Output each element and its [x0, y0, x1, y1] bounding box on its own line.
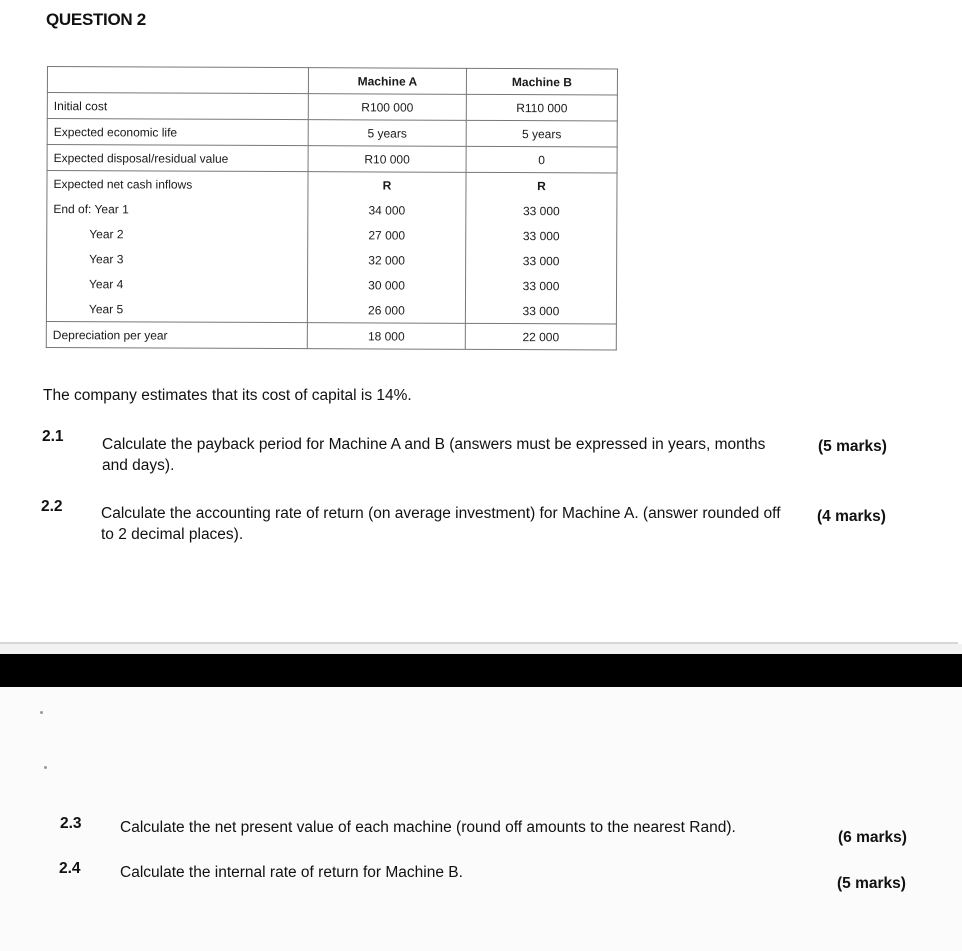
question-number: 2.3 [60, 815, 82, 832]
question-marks: (5 marks) [837, 875, 906, 892]
table-row [46, 296, 616, 324]
machine-b-value: 33 000 [465, 273, 616, 299]
machine-comparison-table [46, 66, 618, 350]
question-number: 2.2 [41, 498, 63, 515]
question-text: Calculate the accounting rate of return (on average investment) for Machine A. (answer rounded off to 2 decimal places). [101, 505, 781, 543]
machine-a-value: 5 years [308, 120, 466, 147]
question-marks: (5 marks) [818, 438, 887, 455]
question-number: 2.4 [59, 860, 81, 877]
page-gap [0, 644, 962, 654]
table-row [47, 119, 617, 147]
row-label: Year 5 [46, 296, 307, 323]
table-header-row [47, 67, 617, 95]
table-row [47, 246, 617, 273]
scan-speck [40, 711, 43, 714]
machine-a-value: 26 000 [307, 297, 465, 323]
machine-b-value: 33 000 [466, 248, 617, 274]
row-label: Initial cost [47, 93, 308, 120]
question-title: QUESTION 2 [46, 10, 146, 29]
machine-a-value: R10 000 [308, 146, 466, 173]
scan-black-band [0, 654, 962, 687]
table-header-cell: Machine A [308, 68, 466, 95]
table-header-cell [47, 67, 308, 94]
row-label: Year 2 [47, 221, 308, 247]
machine-a-value: 27 000 [308, 222, 466, 248]
machine-a-value: 30 000 [307, 272, 465, 298]
row-label: Year 3 [47, 246, 308, 272]
question-text: Calculate the payback period for Machine A and B (answers must be expressed in years, months and days). [102, 436, 766, 474]
machine-b-value: 22 000 [465, 323, 616, 350]
table-row [47, 196, 617, 223]
question-marks: (4 marks) [817, 508, 886, 525]
machine-b-value: 5 years [466, 120, 617, 147]
machine-a-value: 32 000 [308, 247, 466, 273]
machine-b-value: 0 [466, 146, 617, 173]
machine-a-value: R100 000 [308, 94, 466, 121]
row-label: Year 4 [46, 271, 307, 297]
scan-speck [44, 766, 47, 769]
machine-a-value: 18 000 [307, 323, 465, 350]
table-header-cell: Machine B [466, 68, 617, 95]
table-row [46, 321, 616, 349]
machine-b-value: R [466, 172, 617, 198]
question-text: Calculate the net present value of each machine (round off amounts to the nearest Rand). [120, 819, 736, 836]
machine-b-value: 33 000 [466, 198, 617, 224]
machine-b-value: R110 000 [466, 94, 617, 121]
row-label: Expected net cash inflows [47, 171, 308, 198]
question-marks: (6 marks) [838, 829, 907, 846]
machine-b-value: 33 000 [466, 223, 617, 249]
table-row [46, 271, 616, 298]
question-text: Calculate the internal rate of return for Machine B. [120, 864, 463, 881]
cost-of-capital-statement: The company estimates that its cost of capital is 14%. [43, 387, 412, 404]
machine-a-value: R [308, 172, 466, 198]
row-label: Expected disposal/residual value [47, 145, 308, 172]
row-label: Depreciation per year [46, 321, 307, 348]
table-row [47, 171, 617, 199]
machine-a-value: 34 000 [308, 197, 466, 223]
table-row [47, 93, 617, 121]
question-number: 2.1 [42, 428, 64, 445]
machine-b-value: 33 000 [465, 298, 616, 324]
table-row [47, 221, 617, 248]
row-label: End of: Year 1 [47, 196, 308, 222]
row-label: Expected economic life [47, 119, 308, 146]
table-row [47, 145, 617, 173]
